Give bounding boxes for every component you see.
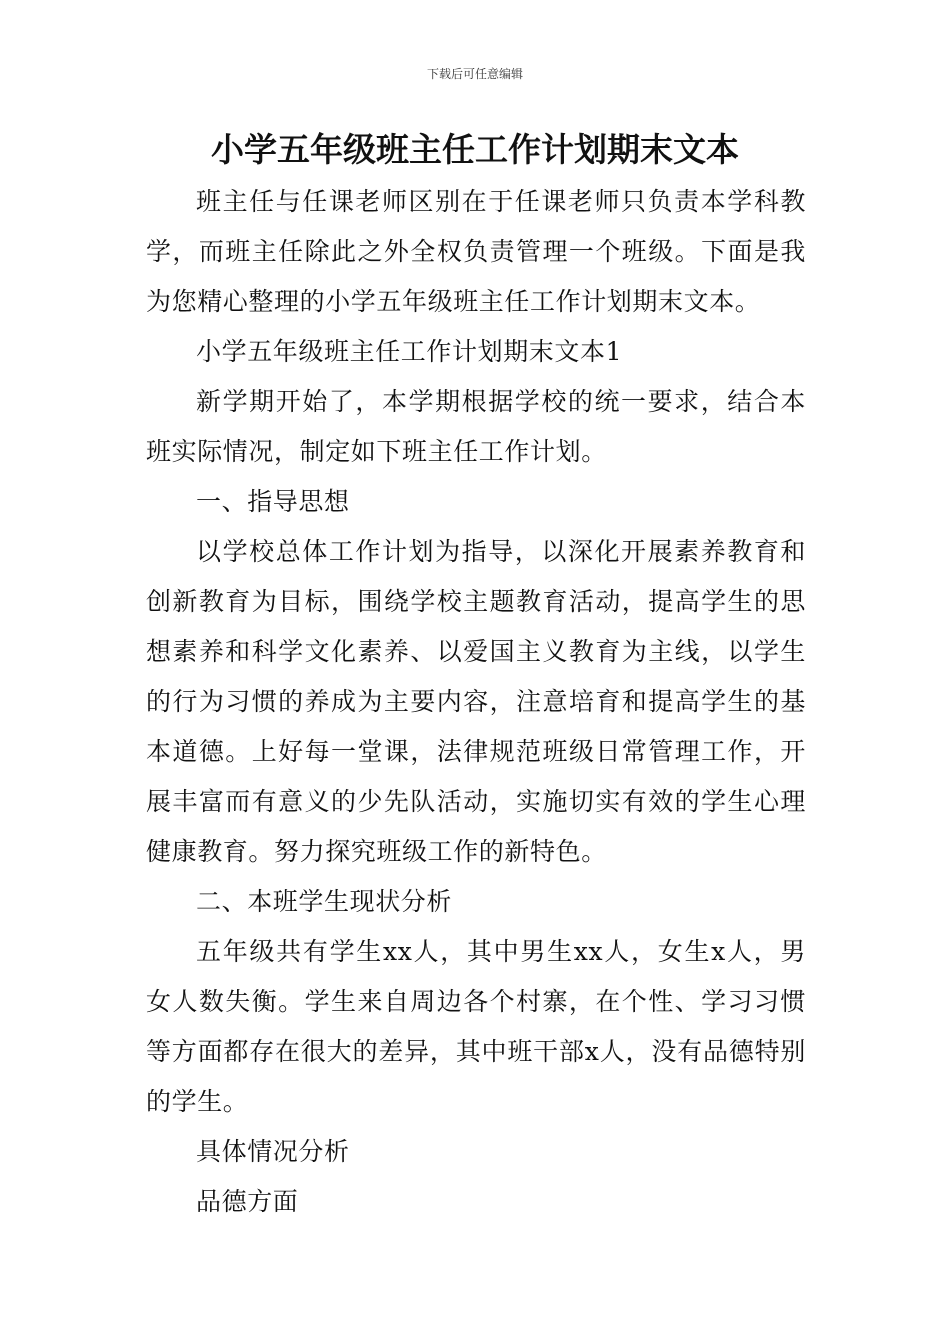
header-note: 下载后可任意编辑 xyxy=(426,67,523,81)
subheading-moral-aspect: 品德方面 xyxy=(196,1187,299,1216)
document-title: 小学五年级班主任工作计划期末文本 xyxy=(211,130,739,169)
section-heading-guiding-ideology: 一、指导思想 xyxy=(196,487,350,516)
document-body xyxy=(146,177,806,1227)
student-analysis-paragraph: 五年级共有学生xx人，其中男生xx人，女生x人，男女人数失衡。学生来自周边各个村寨，在个性、学习习惯等方面都存在很大的差异，其中班干部x人，没有品德特别的学生。 xyxy=(146,937,806,1116)
section-heading-student-analysis: 二、本班学生现状分析 xyxy=(196,887,453,916)
intro-paragraph: 班主任与任课老师区别在于任课老师只负责本学科教学，而班主任除此之外全权负责管理一个班级。下面是我为您精心整理的小学五年级班主任工作计划期末文本。 xyxy=(146,187,806,316)
subtitle-paragraph: 小学五年级班主任工作计划期末文本1 xyxy=(196,337,623,366)
opening-paragraph: 新学期开始了，本学期根据学校的统一要求，结合本班实际情况，制定如下班主任工作计划。 xyxy=(146,387,806,466)
subheading-specific-analysis: 具体情况分析 xyxy=(196,1137,350,1166)
guiding-ideology-paragraph: 以学校总体工作计划为指导，以深化开展素养教育和创新教育为目标，围绕学校主题教育活动，提高学生的思想素养和科学文化素养、以爱国主义教育为主线，以学生的行为习惯的养成为主要内容，注意培育和提高学生的基本道德。上好每一堂课，法律规范班级日常管理工作，开展丰富而有意义的少先队活动，实施切实有效的学生心理健康教育。努力探究班级工作的新特色。 xyxy=(146,537,806,866)
